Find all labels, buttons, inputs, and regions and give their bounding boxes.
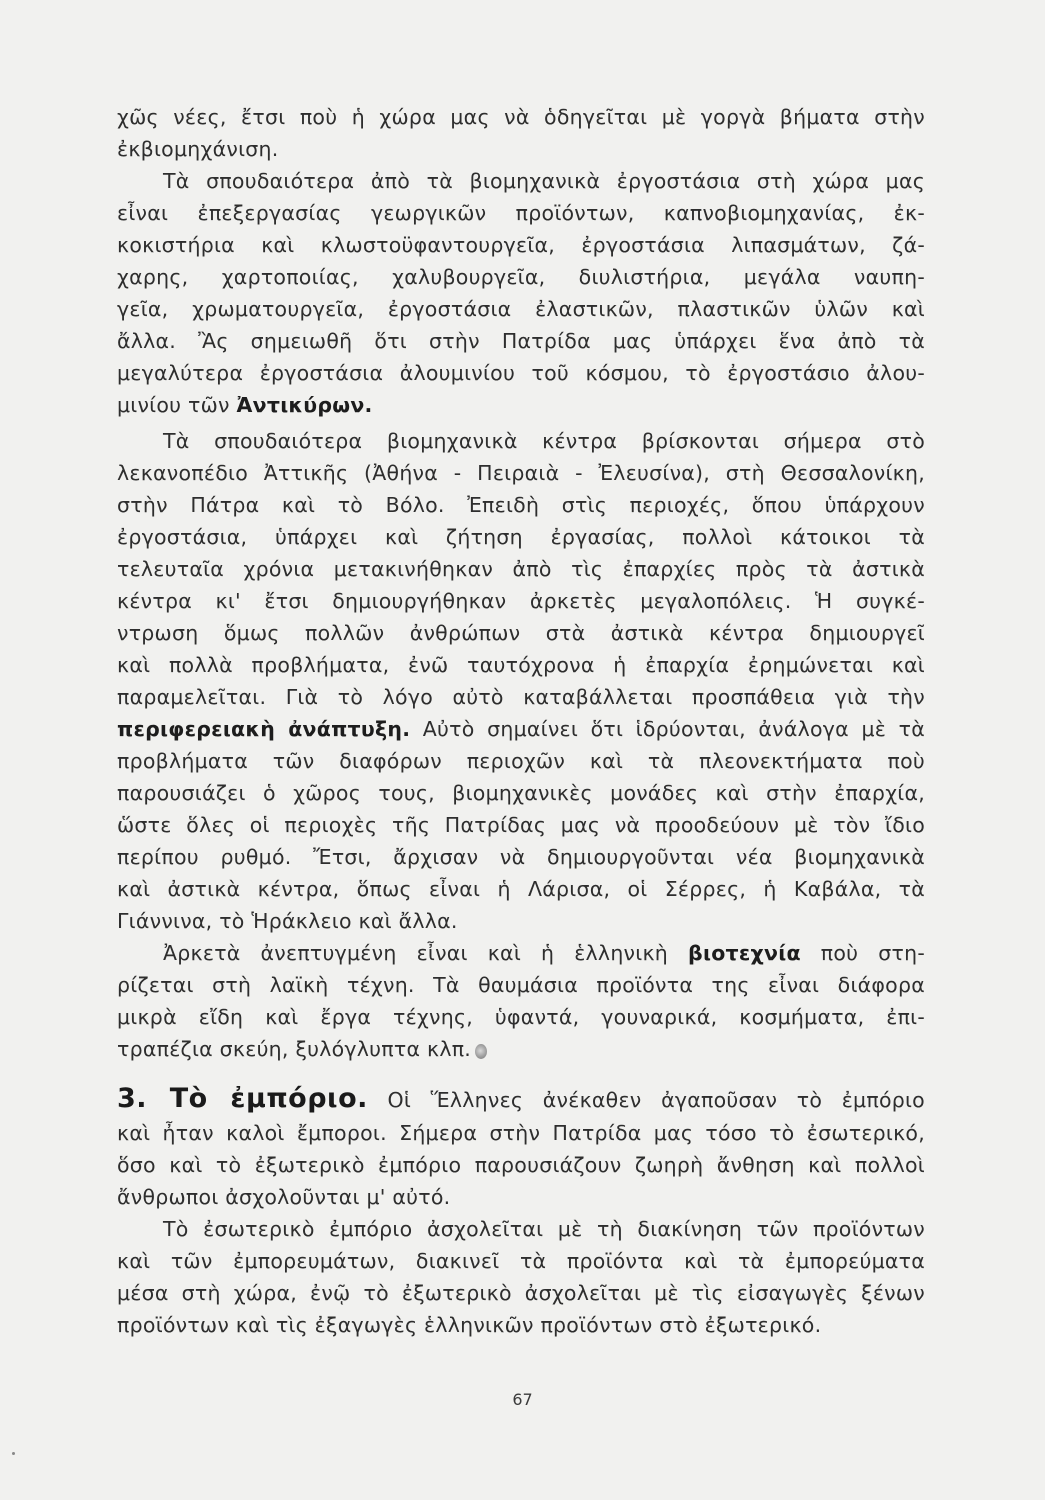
- page-number: 67: [512, 1390, 533, 1409]
- text-line: ἄλλα. Ἂς σημειωθῆ ὅτι στὴν Πατρίδα μας ὑπάρχει ἕνα ἀπὸ τὰ: [117, 329, 925, 353]
- text-line: παρουσιάζει ὁ χῶρος τους, βιομηχανικὲς μονάδες καὶ στὴν ἐπαρχία,: [117, 781, 925, 805]
- text-line: καὶ τῶν ἐμπορευμάτων, διακινεῖ τὰ προϊόντα καὶ τὰ ἐμπορεύματα: [117, 1249, 925, 1273]
- text-line: ἐκβιομηχάνιση.: [117, 137, 279, 161]
- text-line: ντρωση ὅμως πολλῶν ἀνθρώπων στὰ ἀστικὰ κέντρα δημιουργεῖ: [117, 621, 925, 645]
- text-line: λεκανοπέδιο Ἀττικῆς (Ἀθήνα - Πειραιὰ - Ἐλευσίνα), στὴ Θεσσαλονίκη,: [117, 461, 925, 485]
- text-line: στὴν Πάτρα καὶ τὸ Βόλο. Ἐπειδὴ στὶς περιοχές, ὅπου ὑπάρχουν: [117, 493, 925, 517]
- text-fragment: ποὺ στη-: [820, 941, 925, 965]
- text-line: κέντρα κι' ἔτσι δημιουργήθηκαν ἀρκετὲς μεγαλοπόλεις. Ἡ συγκέ-: [117, 589, 925, 613]
- text-fragment: τραπέζια σκεύη, ξυλόγλυπτα κλπ.: [117, 1037, 472, 1061]
- paper-speck: [12, 1452, 15, 1455]
- text-line: Τὰ σπουδαιότερα ἀπὸ τὰ βιομηχανικὰ ἐργοστάσια στὴ χώρα μας: [163, 169, 925, 193]
- text-line: καὶ ἦταν καλοὶ ἔμποροι. Σήμερα στὴν Πατρίδα μας τόσο τὸ ἐσωτερικό,: [117, 1121, 925, 1145]
- text-line: Γιάννινα, τὸ Ἡράκλειο καὶ ἄλλα.: [117, 909, 458, 933]
- text-fragment: μινίου τῶν: [117, 393, 230, 417]
- text-line: ἄνθρωποι ἀσχολοῦνται μ' αὐτό.: [117, 1185, 451, 1209]
- text-line: Τὰ σπουδαιότερα βιομηχανικὰ κέντρα βρίσκονται σήμερα στὸ: [163, 429, 925, 453]
- text-fragment: Οἱ Ἕλληνες ἀνέκαθεν ἀγαποῦσαν τὸ ἐμπόριο: [387, 1088, 925, 1112]
- text-fragment: Ἀρκετὰ ἀνεπτυγμένη εἶναι καὶ ἡ ἑλληνικὴ: [163, 941, 669, 965]
- section-heading: 3. Τὸ ἐμπόριο.: [117, 1083, 368, 1114]
- text-line: ὥστε ὅλες οἱ περιοχὲς τῆς Πατρίδας μας νὰ προοδεύουν μὲ τὸν ἴδιο: [117, 813, 925, 837]
- text-line: παραμελεῖται. Γιὰ τὸ λόγο αὐτὸ καταβάλλεται προσπάθεια γιὰ τὴν: [117, 685, 925, 709]
- text-line: μέσα στὴ χώρα, ἐνῷ τὸ ἐξωτερικὸ ἀσχολεῖται μὲ τὶς εἰσαγωγὲς ξένων: [117, 1281, 925, 1305]
- text-line: περίπου ρυθμό. Ἔτσι, ἄρχισαν νὰ δημιουργοῦνται νέα βιομηχανικὰ: [117, 845, 925, 869]
- ink-smudge-icon: [475, 1044, 487, 1059]
- text-line: [117, 938, 925, 968]
- bold-term-regional: περιφερειακὴ ἀνάπτυξη.: [117, 717, 411, 741]
- text-line: ἐργοστάσια, ὑπάρχει καὶ ζήτηση ἐργασίας, πολλοὶ κάτοικοι τὰ: [117, 525, 925, 549]
- text-line: μεγαλύτερα ἐργοστάσια ἀλουμινίου τοῦ κόσμου, τὸ ἐργοστάσιο ἀλου-: [117, 361, 925, 385]
- text-line: προβλήματα τῶν διαφόρων περιοχῶν καὶ τὰ πλεονεκτήματα ποὺ: [117, 749, 925, 773]
- text-line: καὶ πολλὰ προβλήματα, ἐνῶ ταυτόχρονα ἡ ἐπαρχία ἐρημώνεται καὶ: [117, 653, 925, 677]
- text-line: καὶ ἀστικὰ κέντρα, ὅπως εἶναι ἡ Λάρισα, οἱ Σέρρες, ἡ Καβάλα, τὰ: [117, 877, 925, 901]
- text-line: προϊόντων καὶ τὶς ἐξαγωγὲς ἑλληνικῶν προϊόντων στὸ ἐξωτερικό.: [117, 1313, 822, 1337]
- text-line: τελευταῖα χρόνια μετακινήθηκαν ἀπὸ τὶς ἐπαρχίες πρὸς τὰ ἀστικὰ: [117, 557, 925, 581]
- text-line: [117, 714, 925, 744]
- text-line: χῶς νέες, ἔτσι ποὺ ἡ χώρα μας νὰ ὁδηγεῖται μὲ γοργὰ βήματα στὴν: [117, 105, 925, 129]
- text-fragment: Αὐτὸ σημαίνει ὅτι ἱδρύονται, ἀνάλογα μὲ τὰ: [422, 717, 925, 741]
- text-line: [117, 1084, 925, 1115]
- text-line: μικρὰ εἴδη καὶ ἔργα τέχνης, ὑφαντά, γουναρικά, κοσμήματα, ἐπι-: [117, 1005, 925, 1029]
- text-line: κοκιστήρια καὶ κλωστοϋφαντουργεῖα, ἐργοστάσια λιπασμάτων, ζά-: [117, 233, 925, 257]
- text-line: ρίζεται στὴ λαϊκὴ τέχνη. Τὰ θαυμάσια προϊόντα της εἶναι διάφορα: [117, 973, 925, 997]
- text-line: χαρης, χαρτοποιίας, χαλυβουργεῖα, διυλιστήρια, μεγάλα ναυπη-: [117, 265, 925, 289]
- bold-term-crafts: βιοτεχνία: [688, 941, 801, 965]
- text-line: [117, 1034, 925, 1064]
- text-line: εἶναι ἐπεξεργασίας γεωργικῶν προϊόντων, καπνοβιομηχανίας, ἐκ-: [117, 201, 925, 225]
- text-line: ὅσο καὶ τὸ ἐξωτερικὸ ἐμπόριο παρουσιάζουν ζωηρὴ ἄνθηση καὶ πολλοὶ: [117, 1153, 925, 1177]
- text-line: γεῖα, χρωματουργεῖα, ἐργοστάσια ἐλαστικῶν, πλαστικῶν ὑλῶν καὶ: [117, 297, 925, 321]
- text-line: Τὸ ἐσωτερικὸ ἐμπόριο ἀσχολεῖται μὲ τὴ διακίνηση τῶν προϊόντων: [163, 1217, 925, 1241]
- text-line: [117, 390, 925, 420]
- bold-term-antikyra: Ἀντικύρων.: [236, 393, 373, 417]
